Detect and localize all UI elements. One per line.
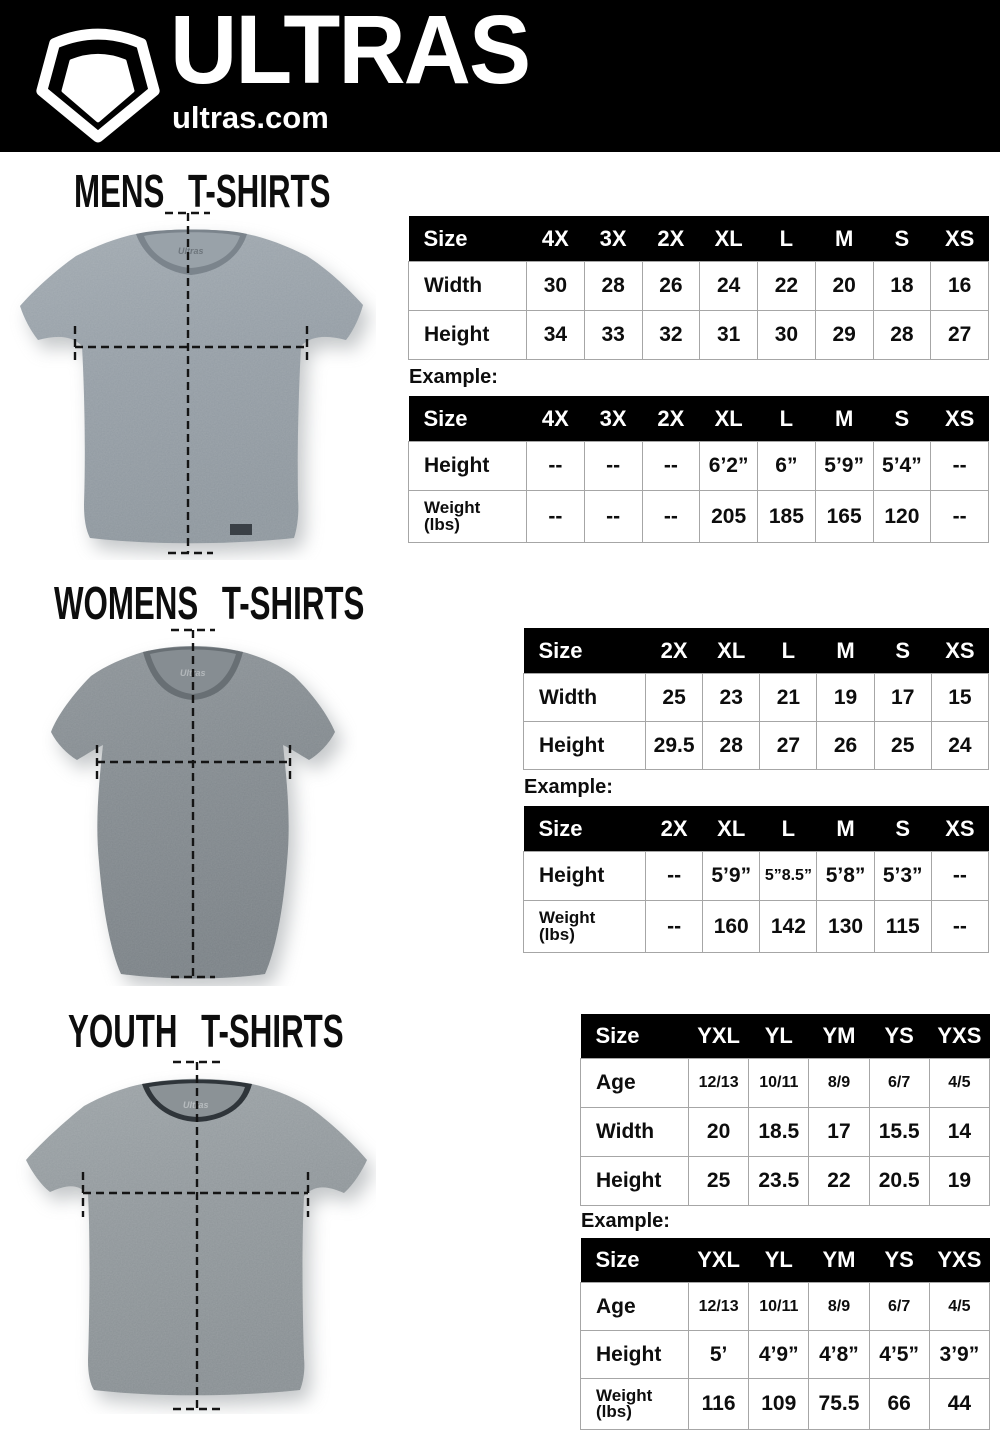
table-header-row	[524, 806, 989, 852]
value-cell: 8/9	[809, 1283, 869, 1331]
row-label: Height	[581, 1157, 689, 1206]
size-option-header: XS	[931, 628, 988, 674]
value-cell: 24	[700, 262, 758, 311]
value-cell: 12/13	[689, 1283, 749, 1331]
value-cell: 4/5	[929, 1283, 989, 1331]
table-row	[581, 1283, 990, 1331]
row-label: Weight (lbs)	[409, 491, 527, 543]
value-cell: 25	[689, 1157, 749, 1206]
row-label: Width	[409, 262, 527, 311]
value-cell: 4/5	[929, 1059, 989, 1108]
size-option-header: YL	[749, 1238, 809, 1283]
value-cell: 25	[646, 674, 703, 722]
row-label: Height	[524, 722, 646, 770]
value-cell: 32	[642, 311, 700, 360]
row-label: Weight (lbs)	[524, 901, 646, 953]
size-option-header: M	[817, 806, 874, 852]
collar-print: Ultras	[178, 246, 204, 256]
size-option-header: YM	[809, 1014, 869, 1059]
table-row	[581, 1379, 990, 1430]
value-cell: 28	[873, 311, 931, 360]
table-row	[524, 852, 989, 901]
size-option-header: YM	[809, 1238, 869, 1283]
size-option-header: YL	[749, 1014, 809, 1059]
value-cell: 5’9”	[703, 852, 760, 901]
value-cell: 185	[758, 491, 816, 543]
size-option-header: S	[874, 628, 931, 674]
size-option-header: YXS	[929, 1014, 989, 1059]
value-cell: 17	[874, 674, 931, 722]
table-row	[581, 1157, 990, 1206]
size-option-header: XL	[703, 806, 760, 852]
value-cell: 19	[929, 1157, 989, 1206]
size-option-header: YXL	[689, 1014, 749, 1059]
row-label: Width	[524, 674, 646, 722]
collar-print: Ultras	[183, 1100, 209, 1110]
value-cell: 5’4”	[873, 442, 931, 491]
value-cell: 34	[527, 311, 585, 360]
value-cell: 15	[931, 674, 988, 722]
size-option-header: 3X	[584, 396, 642, 442]
size-option-header: L	[760, 628, 817, 674]
size-option-header: XS	[931, 396, 989, 442]
brand-header	[0, 0, 1000, 152]
value-cell: 14	[929, 1108, 989, 1157]
size-option-header: YS	[869, 1014, 929, 1059]
table-row	[581, 1059, 990, 1108]
value-cell: 5”8.5”	[760, 852, 817, 901]
womens-tshirt-photo	[42, 618, 357, 986]
size-option-header: 3X	[584, 216, 642, 262]
size-column-header: Size	[524, 628, 646, 674]
value-cell: 24	[931, 722, 988, 770]
brand-name: ULTRAS	[170, 0, 530, 104]
value-cell: 8/9	[809, 1059, 869, 1108]
womens-section-title: WOMENS T-SHIRTS	[54, 577, 365, 629]
table-row	[409, 491, 989, 543]
value-cell: 142	[760, 901, 817, 953]
mens-section-title: MENS T-SHIRTS	[74, 165, 331, 217]
table-header-row	[581, 1014, 990, 1059]
table-row	[581, 1108, 990, 1157]
size-option-header: L	[760, 806, 817, 852]
value-cell: 26	[642, 262, 700, 311]
value-cell: 27	[931, 311, 989, 360]
value-cell: 28	[703, 722, 760, 770]
value-cell: 17	[809, 1108, 869, 1157]
size-option-header: YXL	[689, 1238, 749, 1283]
value-cell: 116	[689, 1379, 749, 1430]
size-option-header: M	[815, 396, 873, 442]
value-cell: 5’8”	[817, 852, 874, 901]
site-url: ultras.com	[172, 100, 329, 135]
table-row	[524, 901, 989, 953]
value-cell: --	[642, 491, 700, 543]
row-label: Height	[524, 852, 646, 901]
size-option-header: 2X	[646, 628, 703, 674]
size-option-header: YXS	[929, 1238, 989, 1283]
table-header-row	[524, 628, 989, 674]
value-cell: 33	[584, 311, 642, 360]
table-row	[581, 1331, 990, 1379]
womens-example-label: Example:	[524, 776, 613, 798]
value-cell: 23.5	[749, 1157, 809, 1206]
mens-tshirt-photo	[8, 202, 376, 560]
row-label: Age	[581, 1059, 689, 1108]
value-cell: 4’8”	[809, 1331, 869, 1379]
table-row	[524, 722, 989, 770]
youth-size-table	[580, 1014, 990, 1206]
value-cell: 22	[758, 262, 816, 311]
value-cell: 30	[527, 262, 585, 311]
size-option-header: S	[874, 806, 931, 852]
value-cell: 10/11	[749, 1059, 809, 1108]
table-row	[409, 311, 989, 360]
value-cell: 6/7	[869, 1283, 929, 1331]
row-label: Height	[581, 1331, 689, 1379]
value-cell: 6’2”	[700, 442, 758, 491]
value-cell: 5’3”	[874, 852, 931, 901]
row-label: Height	[409, 311, 527, 360]
table-row	[524, 674, 989, 722]
value-cell: 28	[584, 262, 642, 311]
mens-shirt-body	[20, 230, 363, 544]
size-option-header: L	[758, 216, 816, 262]
size-column-header: Size	[581, 1014, 689, 1059]
value-cell: --	[646, 852, 703, 901]
value-cell: 4’5”	[869, 1331, 929, 1379]
value-cell: --	[931, 491, 989, 543]
value-cell: 23	[703, 674, 760, 722]
table-header-row	[409, 216, 989, 262]
size-option-header: S	[873, 396, 931, 442]
value-cell: 4’9”	[749, 1331, 809, 1379]
size-option-header: 4X	[527, 396, 585, 442]
mens-size-table	[408, 216, 989, 360]
value-cell: 160	[703, 901, 760, 953]
table-header-row	[409, 396, 989, 442]
value-cell: 15.5	[869, 1108, 929, 1157]
mens-example-table	[408, 396, 989, 543]
value-cell: --	[584, 491, 642, 543]
size-option-header: XS	[931, 216, 989, 262]
youth-example-label: Example:	[581, 1210, 670, 1232]
value-cell: 205	[700, 491, 758, 543]
value-cell: --	[527, 491, 585, 543]
size-column-header: Size	[581, 1238, 689, 1283]
table-header-row	[581, 1238, 990, 1283]
size-option-header: M	[815, 216, 873, 262]
pentagon-crest-logo-icon	[32, 8, 164, 146]
value-cell: 44	[929, 1379, 989, 1430]
youth-example-table	[580, 1238, 990, 1430]
value-cell: 120	[873, 491, 931, 543]
value-cell: 3’9”	[929, 1331, 989, 1379]
youth-section-title: YOUTH T-SHIRTS	[68, 1005, 344, 1057]
collar-print: Ultras	[180, 668, 206, 678]
womens-size-table	[523, 628, 989, 770]
row-label: Age	[581, 1283, 689, 1331]
value-cell: 31	[700, 311, 758, 360]
size-option-header: M	[817, 628, 874, 674]
value-cell: --	[931, 852, 988, 901]
value-cell: --	[931, 901, 988, 953]
youth-tshirt-photo	[8, 1046, 376, 1414]
value-cell: 130	[817, 901, 874, 953]
value-cell: 165	[815, 491, 873, 543]
row-label: Width	[581, 1108, 689, 1157]
size-option-header: XL	[700, 396, 758, 442]
table-row	[409, 262, 989, 311]
value-cell: 22	[809, 1157, 869, 1206]
size-option-header: 2X	[642, 216, 700, 262]
value-cell: 5’	[689, 1331, 749, 1379]
womens-example-table	[523, 806, 989, 953]
value-cell: 25	[874, 722, 931, 770]
value-cell: 12/13	[689, 1059, 749, 1108]
size-option-header: XS	[931, 806, 988, 852]
value-cell: 27	[760, 722, 817, 770]
value-cell: --	[646, 901, 703, 953]
value-cell: 29.5	[646, 722, 703, 770]
size-option-header: L	[758, 396, 816, 442]
value-cell: 6”	[758, 442, 816, 491]
value-cell: 29	[815, 311, 873, 360]
hem-tag	[230, 524, 252, 535]
size-option-header: YS	[869, 1238, 929, 1283]
value-cell: 18.5	[749, 1108, 809, 1157]
value-cell: 75.5	[809, 1379, 869, 1430]
value-cell: 10/11	[749, 1283, 809, 1331]
size-option-header: XL	[700, 216, 758, 262]
size-option-header: XL	[703, 628, 760, 674]
value-cell: 26	[817, 722, 874, 770]
value-cell: 16	[931, 262, 989, 311]
value-cell: 115	[874, 901, 931, 953]
size-option-header: 4X	[527, 216, 585, 262]
value-cell: --	[642, 442, 700, 491]
value-cell: 5’9”	[815, 442, 873, 491]
value-cell: --	[527, 442, 585, 491]
size-column-header: Size	[524, 806, 646, 852]
value-cell: --	[931, 442, 989, 491]
size-option-header: S	[873, 216, 931, 262]
value-cell: 19	[817, 674, 874, 722]
mens-example-label: Example:	[409, 366, 498, 388]
size-column-header: Size	[409, 216, 527, 262]
value-cell: 18	[873, 262, 931, 311]
value-cell: 30	[758, 311, 816, 360]
size-option-header: 2X	[646, 806, 703, 852]
size-option-header: 2X	[642, 396, 700, 442]
value-cell: --	[584, 442, 642, 491]
row-label: Height	[409, 442, 527, 491]
value-cell: 20.5	[869, 1157, 929, 1206]
value-cell: 20	[815, 262, 873, 311]
row-label: Weight (lbs)	[581, 1379, 689, 1430]
value-cell: 6/7	[869, 1059, 929, 1108]
value-cell: 21	[760, 674, 817, 722]
value-cell: 20	[689, 1108, 749, 1157]
value-cell: 109	[749, 1379, 809, 1430]
value-cell: 66	[869, 1379, 929, 1430]
size-column-header: Size	[409, 396, 527, 442]
table-row	[409, 442, 989, 491]
